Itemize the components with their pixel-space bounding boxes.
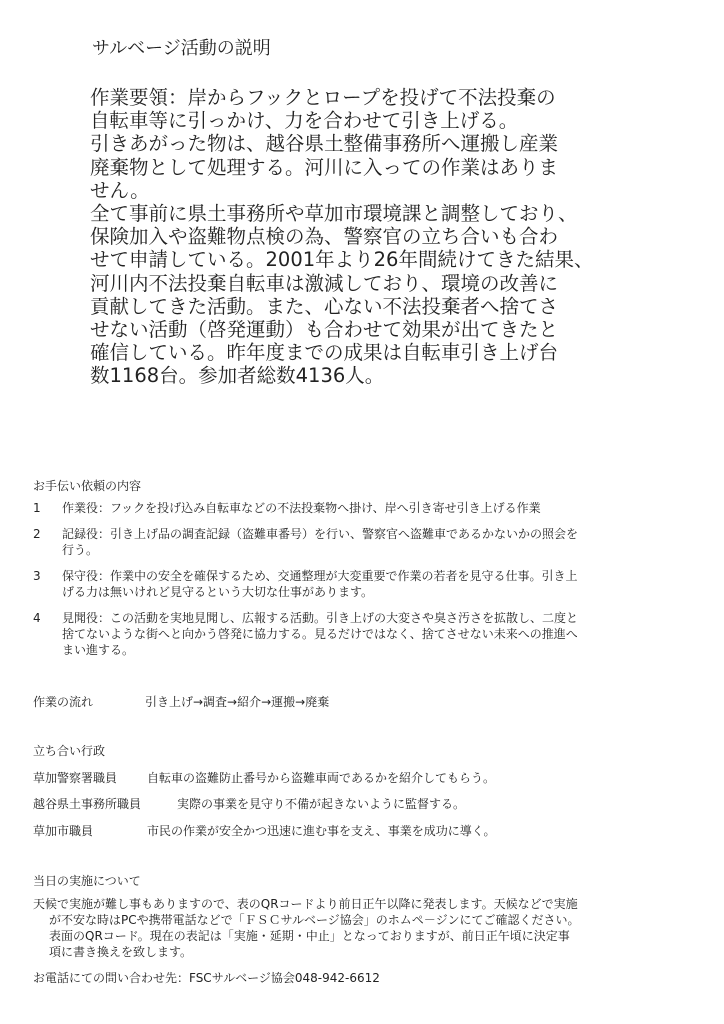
intro-line: 確信している。昨年度までの成果は自転車引き上げ台 [90,341,559,365]
item-text: 作業役：フックを投げ込み自転車などの不法投棄物へ掛け、岸へ引き寄せ引き上げる作業 [62,501,541,515]
official-row [33,796,465,812]
official-name: 越谷県土事務所職員 [33,797,142,811]
intro-paragraph [90,86,650,388]
official-row [33,823,495,839]
item-text: 記録役：引き上げ品の調査記録（盗難車番号）を行い、警察官へ盗難車であるかないかの照会を [62,527,579,541]
intro-line: 貢献してきた活動。また、心ない不法投棄者へ捨てさ [90,294,559,318]
contact-info: お電話にての問い合わせ先：FSCサルベージ協会048-942-6612 [33,971,380,985]
official-role: 市民の作業が安全かつ迅速に進む事を支え、事業を成功に導く。 [147,824,496,838]
item-text: 保守役：作業中の安全を確保するため、交通整理が大変重要で作業の若者を見守る仕事。引き上 [62,569,578,583]
notice-line: 項に書き換えを致します。 [49,945,193,959]
intro-line: せない活動（啓発運動）も合わせて効果が出てきたと [90,318,559,342]
item-text: 行う。 [62,543,99,557]
official-row [33,770,495,786]
officials-heading: 立ち合い行政 [33,744,106,758]
intro-line: せて申請している。2001年より26年間続けてきた結果、 [90,248,594,272]
intro-line: 廃棄物として処理する。河川に入っての作業はありま [90,155,559,179]
list-item [33,610,693,658]
list-item [33,500,693,516]
item-text: 見聞役：この活動を実地見聞し、広報する活動。引き上げの大変さや臭さ汚さを拡散し、二度と [62,611,579,625]
list-item [33,526,693,558]
item-number: 3 [33,569,41,583]
notice-line: 表面のQRコード。現在の表記は「実施・延期・中止」となっておりますが、前日正午頃に決定事 [49,929,570,943]
work-flow [33,694,329,710]
intro-line: 自転車等に引っかけ、力を合わせて引き上げる。 [90,109,519,133]
intro-line: 全て事前に県土事務所や草加市環境課と調整しており、 [90,202,578,226]
item-number: 4 [33,611,41,625]
notice-line: 天候で実施が難し事もありますので、表のQRコードより前日正午以降に発表します。天候などで実施 [33,897,578,911]
official-name: 草加市職員 [33,824,94,838]
request-heading: お手伝い依頼の内容 [33,479,142,493]
intro-line: 河川内不法投棄自転車は激減しており、環境の改善に [90,271,559,295]
item-number: 1 [33,501,41,515]
notice-heading: 当日の実施について [33,874,141,888]
intro-line: 保険加入や盗難物点検の為、警察官の立ち合いも合わ [90,225,559,249]
official-role: 実際の事業を見守り不備が起きないように監督する。 [177,797,466,811]
intro-line: 作業要領：岸からフックとロープを投げて不法投棄の [90,86,556,109]
notice-paragraph [33,896,703,960]
flow-steps: 引き上げ→調査→紹介→運搬→廃棄 [145,695,330,709]
official-name: 草加警察署職員 [33,771,118,785]
intro-line: せん。 [90,178,150,202]
flow-label: 作業の流れ [33,695,94,709]
item-number: 2 [33,527,41,541]
request-list [33,500,693,668]
item-text: 捨てないような街へと向かう啓発に協力する。見るだけではなく、捨てさせない未来への推進へ [62,627,578,641]
intro-line: 数1168台。参加者総数4136人。 [90,364,385,388]
item-text: げる力は無いけれど見守るという大切な仕事があります。 [62,585,374,599]
list-item [33,568,693,600]
official-role: 自転車の盗難防止番号から盗難車両であるかを紹介してもらう。 [147,771,496,785]
intro-line: 引きあがった物は、越谷県土整備事務所へ運搬し産業 [90,132,559,156]
item-text: まい進する。 [62,643,135,657]
document-title: サルベージ活動の説明 [92,38,271,59]
notice-line: が不安な時はPCや携帯電話などで「ＦＳＣサルベージ協会」のホムペ－ジンにてご確認ください。 [49,913,580,927]
